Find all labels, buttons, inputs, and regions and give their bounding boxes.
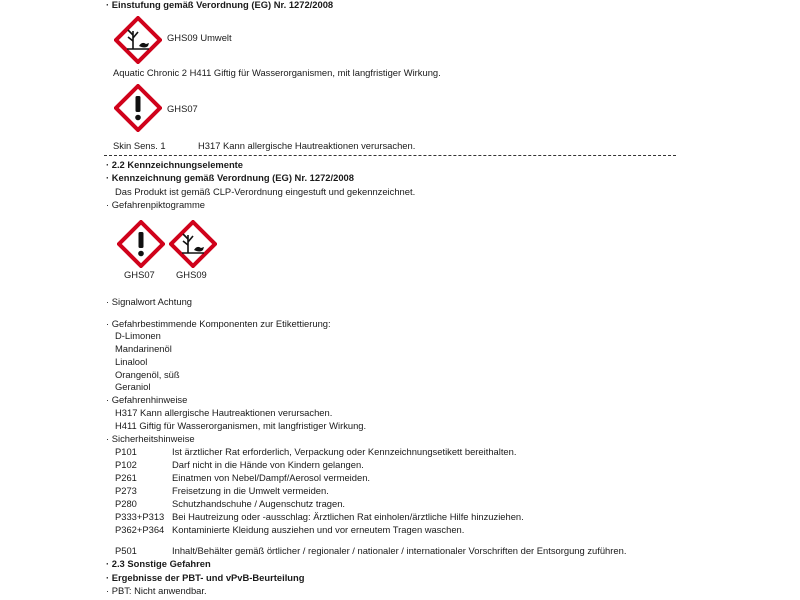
section-23-heading: · 2.3 Sonstige Gefahren xyxy=(106,558,211,569)
safety-text: Freisetzung in die Umwelt vermeiden. xyxy=(172,485,329,496)
pictogram-label: GHS07 xyxy=(124,269,155,280)
pictogram-label: GHS09 xyxy=(176,269,207,280)
classification-aquatic: Aquatic Chronic 2 H411 Giftig für Wasserorganismen, mit langfristiger Wirkung. xyxy=(113,67,441,78)
hazard-statement: H317 Kann allergische Hautreaktionen verursachen. xyxy=(115,407,333,418)
safety-code: P501 xyxy=(115,545,137,556)
pictograms-heading: · Gefahrenpiktogramme xyxy=(106,199,206,210)
ghs09-environment-icon xyxy=(114,16,162,64)
hazard-heading: · Gefahrenhinweise xyxy=(106,394,188,405)
section-22-subheading: · Kennzeichnung gemäß Verordnung (EG) Nr. 1272/2008 xyxy=(106,172,354,183)
ghs07-exclamation-icon xyxy=(114,84,162,132)
safety-text: Darf nicht in die Hände von Kindern gelangen. xyxy=(172,459,364,470)
pbt-heading: · Ergebnisse der PBT- und vPvB-Beurteilung xyxy=(106,572,305,583)
ghs09-label: GHS09 Umwelt xyxy=(167,32,232,43)
ghs07-label: GHS07 xyxy=(167,103,198,114)
safety-code: P102 xyxy=(115,459,137,470)
safety-text: Ist ärztlicher Rat erforderlich, Verpackung oder Kennzeichnungsetikett bereithalten. xyxy=(172,446,517,457)
component-item: Geraniol xyxy=(115,381,151,392)
section-divider xyxy=(104,155,676,156)
hazard-statement: H411 Giftig für Wasserorganismen, mit langfristiger Wirkung. xyxy=(115,420,367,431)
clp-text: Das Produkt ist gemäß CLP-Verordnung eingestuft und gekennzeichnet. xyxy=(115,186,416,197)
safety-text: Kontaminierte Kleidung ausziehen und vor erneutem Tragen waschen. xyxy=(172,524,465,535)
safety-code: P333+P313 xyxy=(115,511,165,522)
signal-word: · Signalwort Achtung xyxy=(106,296,192,307)
components-heading: · Gefahrbestimmende Komponenten zur Etikettierung: xyxy=(106,318,331,329)
safety-code: P261 xyxy=(115,472,137,483)
exclamation-mark-icon xyxy=(117,220,165,268)
section-22-heading: · 2.2 Kennzeichnungselemente xyxy=(106,159,244,170)
component-item: D-Limonen xyxy=(115,330,161,341)
component-item: Mandarinenöl xyxy=(115,343,172,354)
component-item: Orangenöl, süß xyxy=(115,369,180,380)
safety-code: P280 xyxy=(115,498,137,509)
safety-text: Bei Hautreizung oder -ausschlag: Ärztlichen Rat einholen/ärztliche Hilfe hinzuziehen. xyxy=(172,511,524,522)
classification-skin-sens-class: Skin Sens. 1 xyxy=(113,140,166,151)
safety-text: Einatmen von Nebel/Dampf/Aerosol vermeiden. xyxy=(172,472,371,483)
safety-text: Inhalt/Behälter gemäß örtlicher / regionaler / nationaler / internationaler Vorschriften der Entsorgung zuführen. xyxy=(172,545,627,556)
section-21-heading: · Einstufung gemäß Verordnung (EG) Nr. 1272/2008 xyxy=(106,0,334,10)
safety-text: Schutzhandschuhe / Augenschutz tragen. xyxy=(172,498,346,509)
safety-heading: · Sicherheitshinweise xyxy=(106,433,195,444)
safety-code: P101 xyxy=(115,446,137,457)
pbt-text: · PBT: Nicht anwendbar. xyxy=(106,585,207,596)
classification-skin-sens-text: H317 Kann allergische Hautreaktionen verursachen. xyxy=(198,140,416,151)
environment-hazard-icon xyxy=(169,220,217,268)
safety-code: P273 xyxy=(115,485,137,496)
component-item: Linalool xyxy=(115,356,148,367)
safety-code: P362+P364 xyxy=(115,524,165,535)
